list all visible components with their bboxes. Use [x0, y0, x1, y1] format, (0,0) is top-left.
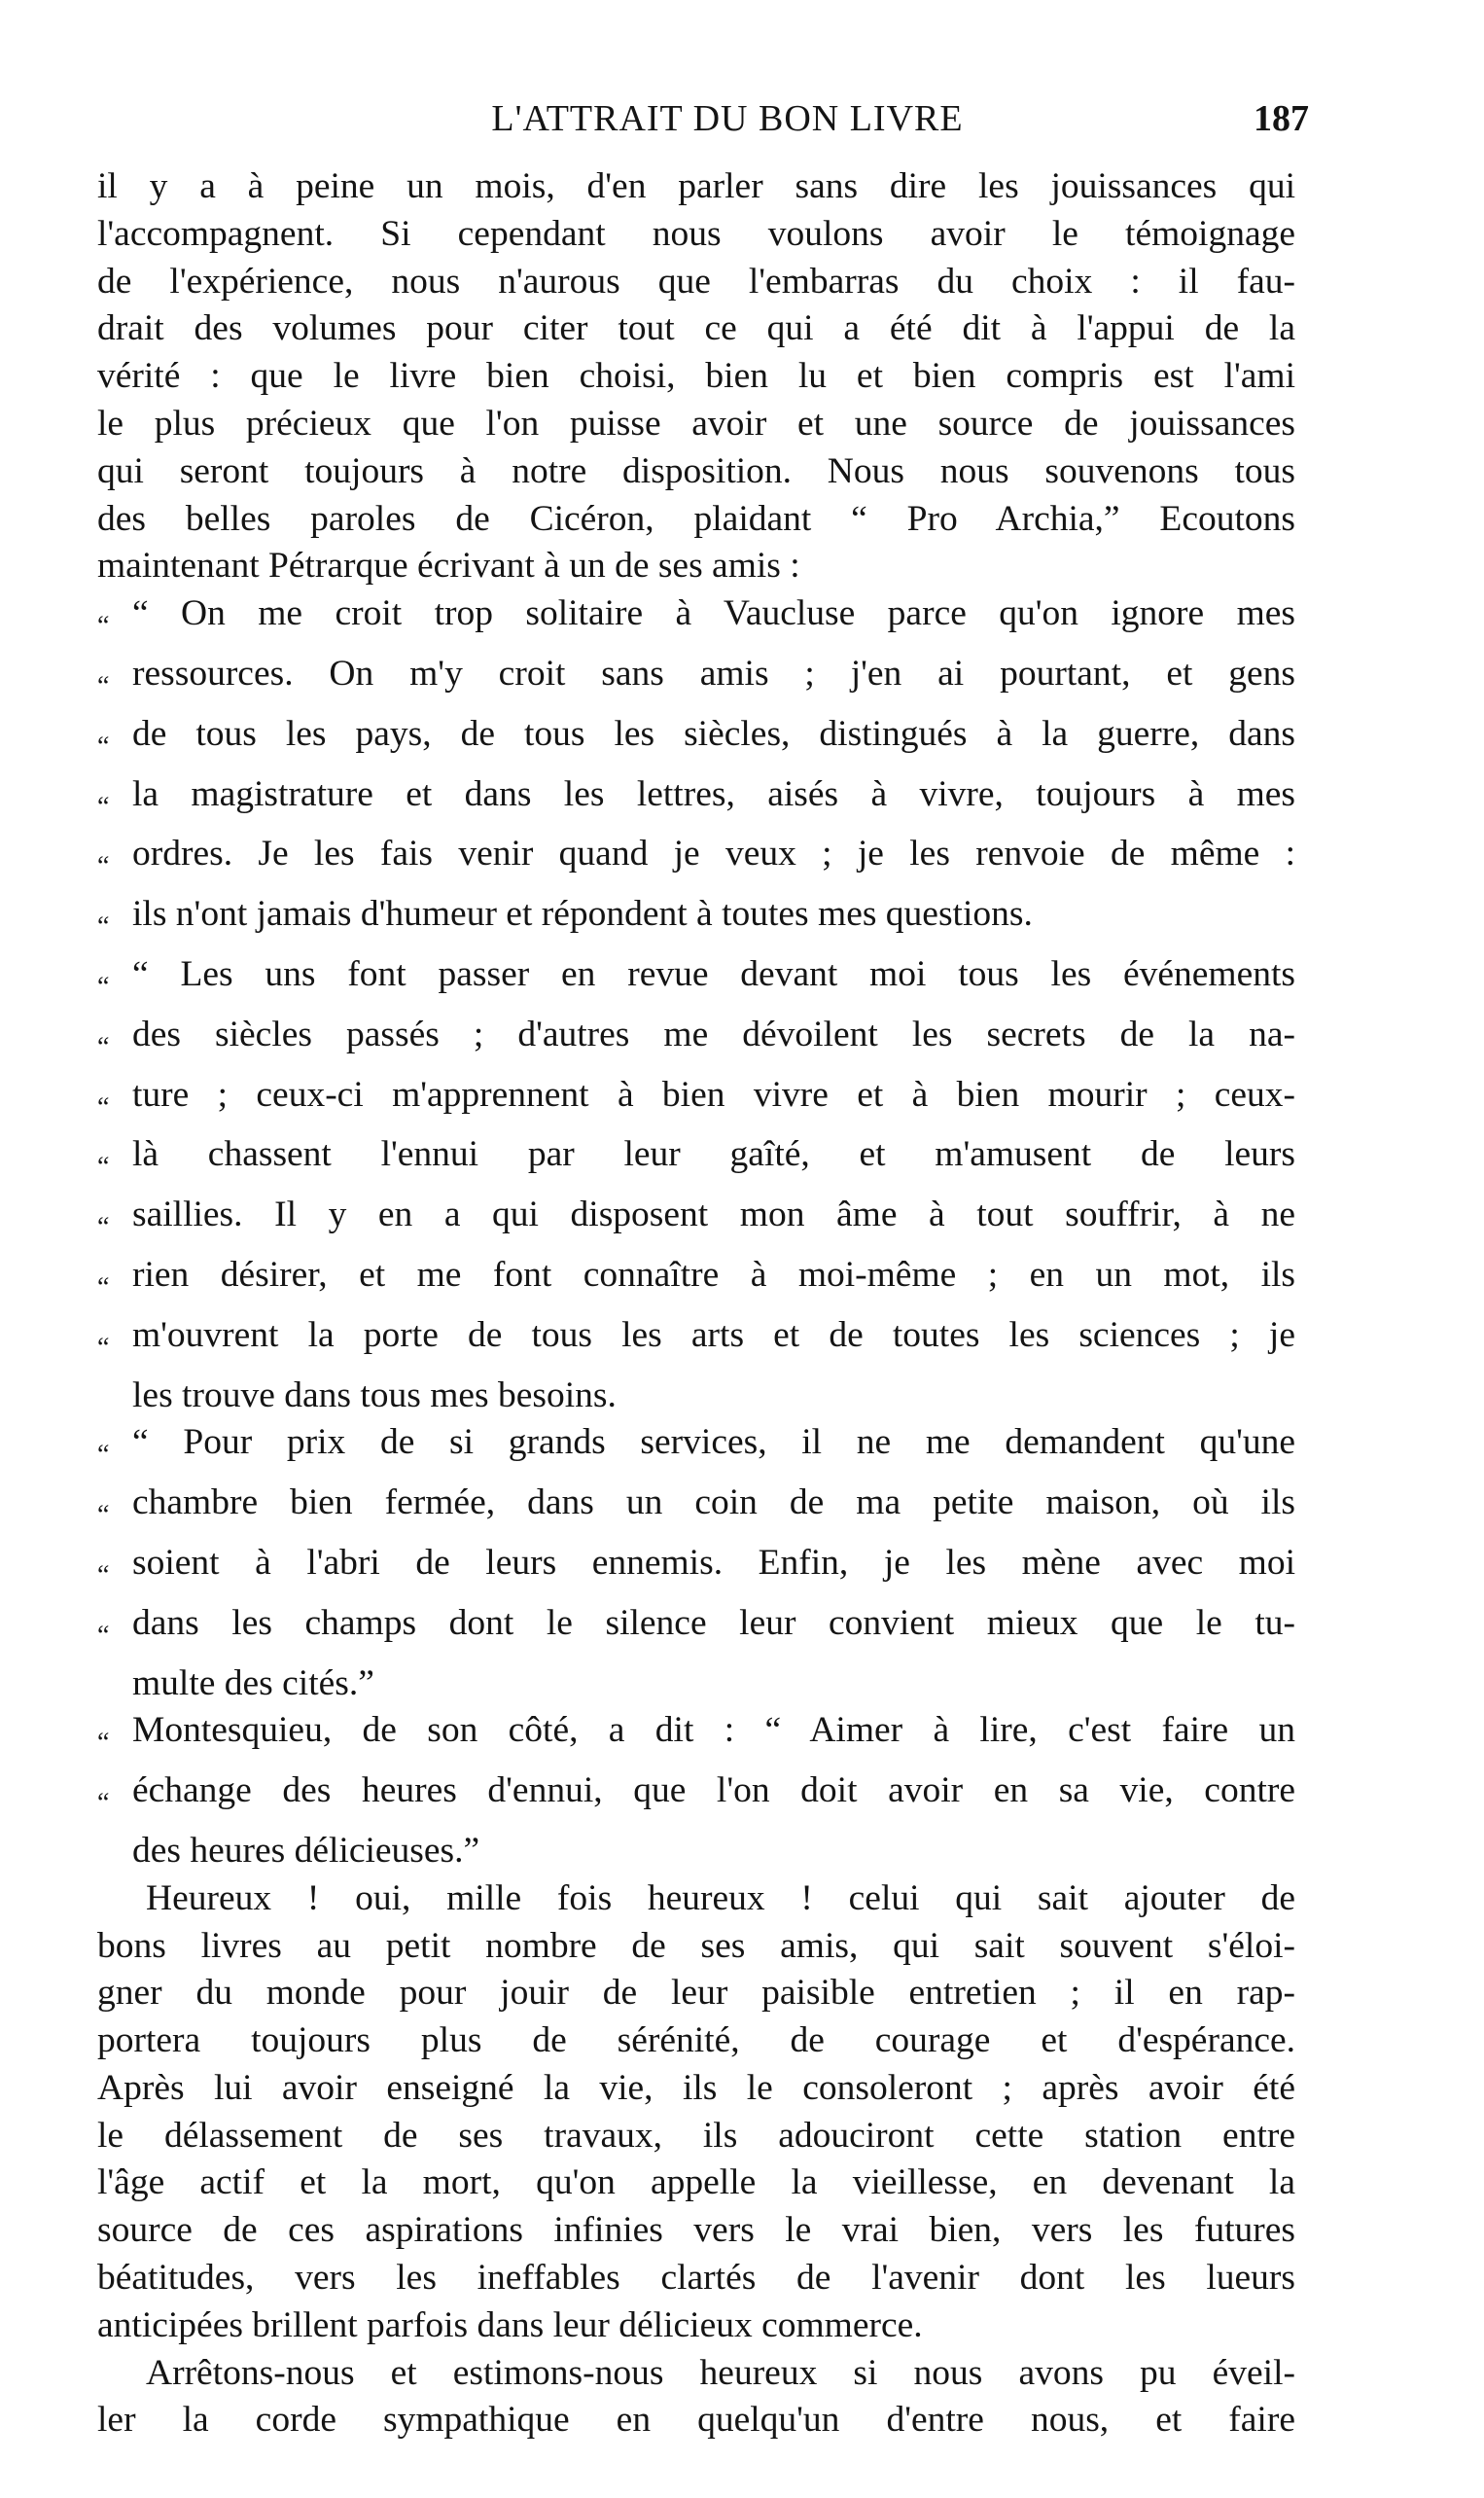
quote-line-text: échange des heures d'ennui, que l'on doit avoir en sa vie, contre [132, 1770, 1295, 1811]
quote-line-text: “ On me croit trop solitaire à Vaucluse parce qu'on ignore mes [132, 593, 1295, 634]
quote-margin-mark: “ [97, 1332, 110, 1363]
text-line: l'âge actif et la mort, qu'on appelle la vieillesse, en devenant la [97, 2162, 1295, 2203]
quote-line [97, 1373, 1295, 1420]
quote-line [97, 651, 1295, 711]
text-line: portera toujours plus de sérénité, de courage et d'espérance. [97, 2020, 1295, 2061]
text-line: il y a à peine un mois, d'en parler sans dire les jouissances qui [97, 166, 1295, 206]
text-line: le plus précieux que l'on puisse avoir et une source de jouissances [97, 403, 1295, 444]
text-line: vérité : que le livre bien choisi, bien lu et bien compris est l'ami [97, 356, 1295, 397]
quote-margin-mark: “ [97, 1271, 110, 1303]
quote-line-text: “ Pour prix de si grands services, il ne me demandent qu'une [132, 1422, 1295, 1463]
quote-line-text: des heures délicieuses.” [132, 1830, 480, 1871]
quote-line [97, 1660, 1295, 1708]
quote-line [97, 1252, 1295, 1312]
quote-margin-mark: “ [97, 1152, 110, 1183]
text-line: qui seront toujours à notre disposition. Nous nous souvenons tous [97, 450, 1295, 491]
quote-line [97, 1707, 1295, 1767]
quote-line [97, 711, 1295, 771]
quote-line-text: ture ; ceux-ci m'apprennent à bien vivre et à bien mourir ; ceux- [132, 1074, 1295, 1115]
quote-line [97, 1312, 1295, 1373]
text-line: Arrêtons-nous et estimons-nous heureux si nous avons pu éveil- [146, 2352, 1295, 2393]
text-line: anticipées brillent parfois dans leur délicieux commerce. [97, 2304, 923, 2345]
quote-margin-mark: “ [97, 1031, 110, 1062]
quote-line [97, 1480, 1295, 1540]
page-number: 187 [1254, 98, 1309, 139]
quote-margin-mark: “ [97, 911, 110, 943]
quote-line-text: là chassent l'ennui par leur gaîté, et m'amusent de leurs [132, 1134, 1295, 1175]
quote-line-text: chambre bien fermée, dans un coin de ma petite maison, où ils [132, 1482, 1295, 1523]
quote-line-text: de tous les pays, de tous les siècles, distingués à la guerre, dans [132, 713, 1295, 754]
text-line: béatitudes, vers les ineffables clartés de l'avenir dont les lueurs [97, 2258, 1295, 2299]
quote-margin-mark: “ [97, 1212, 110, 1243]
quote-line-text: ils n'ont jamais d'humeur et répondent à toutes mes questions. [132, 894, 1033, 935]
quote-line-text: Montesquieu, de son côté, a dit : “ Aimer à lire, c'est faire un [132, 1710, 1295, 1751]
text-line: Heureux ! oui, mille fois heureux ! celui qui sait ajouter de [146, 1877, 1295, 1918]
quote-line [97, 1767, 1295, 1828]
text-line: bons livres au petit nombre de ses amis, qui sait souvent s'éloi- [97, 1925, 1295, 1966]
quote-line-text: saillies. Il y en a qui disposent mon âme à tout souffrir, à ne [132, 1195, 1295, 1235]
text-line: gner du monde pour jouir de leur paisible entretien ; il en rap- [97, 1973, 1295, 2014]
quote-line [97, 1540, 1295, 1600]
quote-line [97, 590, 1295, 651]
quote-margin-mark: “ [97, 731, 110, 762]
text-line: source de ces aspirations infinies vers le vrai bien, vers les futures [97, 2210, 1295, 2251]
quote-line-text: les trouve dans tous mes besoins. [132, 1374, 617, 1415]
text-line: l'accompagnent. Si cependant nous voulons avoir le témoignage [97, 213, 1295, 254]
quote-line [97, 1131, 1295, 1192]
quote-line [97, 1012, 1295, 1072]
quote-line [97, 1600, 1295, 1660]
quote-line [97, 1192, 1295, 1252]
quote-line [97, 891, 1295, 951]
quote-line [97, 771, 1295, 832]
quote-margin-mark: “ [97, 851, 110, 882]
quote-line-text: la magistrature et dans les lettres, aisés à vivre, toujours à mes [132, 773, 1295, 814]
text-line: ler la corde sympathique en quelqu'un d'entre nous, et faire [97, 2400, 1295, 2441]
quote-line-text: dans les champs dont le silence leur convient mieux que le tu- [132, 1602, 1295, 1643]
quote-line [97, 1828, 1295, 1875]
page-header [146, 97, 1309, 156]
running-title: L'ATTRAIT DU BON LIVRE [491, 98, 964, 139]
quote-line-text: multe des cités.” [132, 1662, 374, 1703]
quote-line-text: ordres. Je les fais venir quand je veux ; je les renvoie de même : [132, 834, 1295, 874]
quote-line [97, 1419, 1295, 1480]
quote-margin-mark: “ [97, 1559, 110, 1590]
quote-line [97, 831, 1295, 891]
quote-line-text: ressources. On m'y croit sans amis ; j'en ai pourtant, et gens [132, 653, 1295, 694]
quote-margin-mark: “ [97, 1440, 110, 1471]
quote-margin-mark: “ [97, 1091, 110, 1123]
quote-line [97, 1072, 1295, 1132]
quote-line-text: rien désirer, et me font connaître à moi-même ; en un mot, ils [132, 1254, 1295, 1295]
quote-margin-mark: “ [97, 1788, 110, 1819]
text-line: drait des volumes pour citer tout ce qui a été dit à l'appui de la [97, 308, 1295, 349]
quote-margin-mark: “ [97, 1500, 110, 1531]
text-line: maintenant Pétrarque écrivant à un de ses amis : [97, 546, 800, 587]
quote-margin-mark: “ [97, 1728, 110, 1759]
quote-line [97, 951, 1295, 1012]
quote-margin-mark: “ [97, 1620, 110, 1651]
quote-line-text: “ Les uns font passer en revue devant moi tous les événements [132, 953, 1295, 994]
quote-line-text: m'ouvrent la porte de tous les arts et de toutes les sciences ; je [132, 1314, 1295, 1355]
quote-margin-mark: “ [97, 670, 110, 701]
text-line: des belles paroles de Cicéron, plaidant “ Pro Archia,” Ecoutons [97, 498, 1295, 539]
text-line: de l'expérience, nous n'aurous que l'embarras du choix : il fau- [97, 261, 1295, 302]
quote-margin-mark: “ [97, 971, 110, 1002]
body-text [97, 163, 1295, 2444]
quote-margin-mark: “ [97, 611, 110, 642]
quote-line-text: soient à l'abri de leurs ennemis. Enfin, je les mène avec moi [132, 1542, 1295, 1583]
quote-margin-mark: “ [97, 791, 110, 822]
text-line: le délassement de ses travaux, ils adouciront cette station entre [97, 2115, 1295, 2156]
quote-line-text: des siècles passés ; d'autres me dévoilent les secrets de la na- [132, 1014, 1295, 1054]
text-line: Après lui avoir enseigné la vie, ils le consoleront ; après avoir été [97, 2067, 1295, 2108]
